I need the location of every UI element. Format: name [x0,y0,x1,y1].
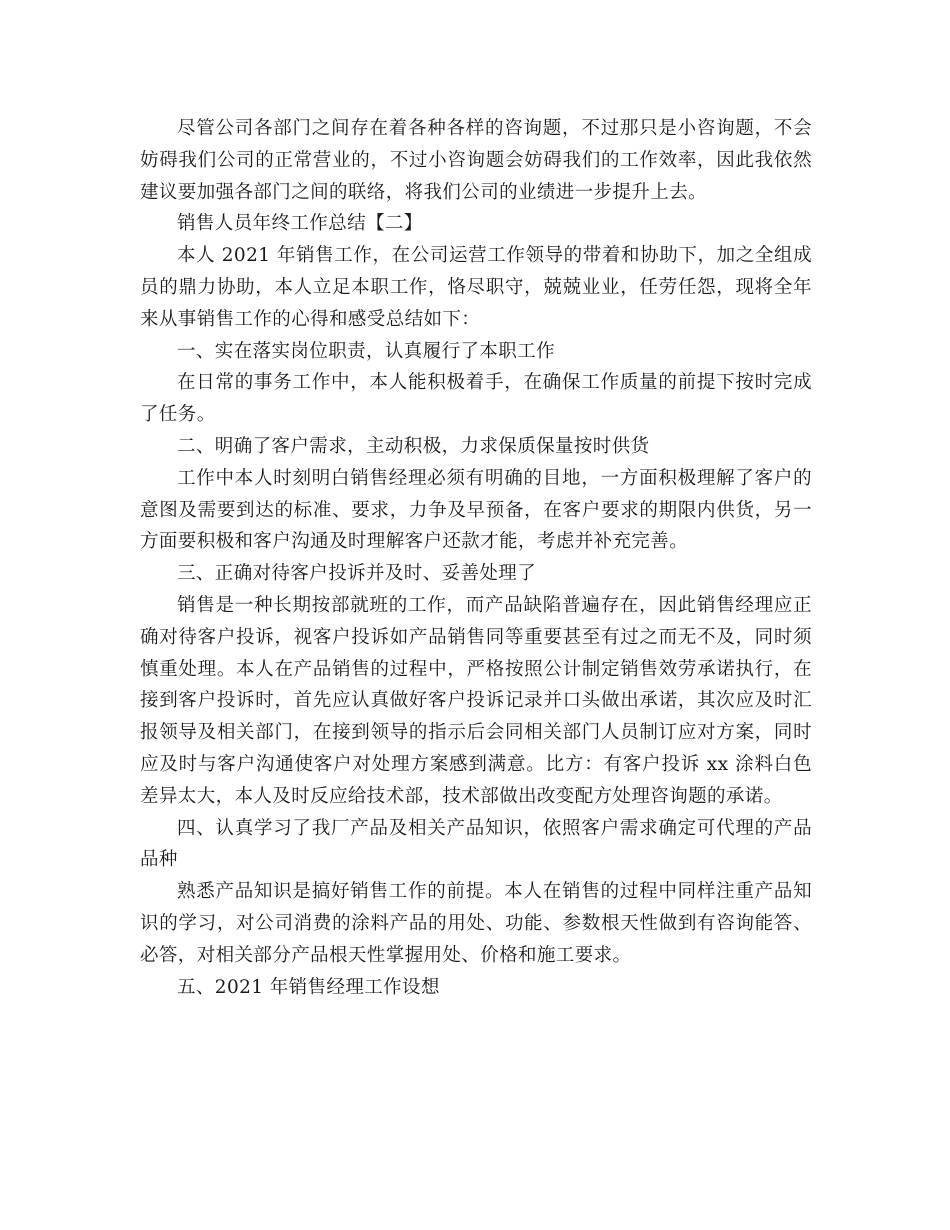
heading-4: 四、认真学习了我厂产品及相关产品知识，依照客户需求确定可代理的产品品种 [140,817,812,871]
paragraph-3: 销售是一种长期按部就班的工作，而产品缺陷普遍存在，因此销售经理应正确对待客户投诉，视客户投诉如产品销售同等重要甚至有过之而无不及，同时须慎重处理。本人在产品销售的过程中，严格按照公计制定销售效劳承诺执行，在接到客户投诉时，首先应认真做好客户投诉记录并口头做出承诺，其次应及时汇报领导及相关部门，在接到领导的指示后会同相关部门人员制订应对方案，同时应及时与客户沟通使客户对处理方案感到满意。比方：有客户投诉 xx 涂料白色差异太大，本人及时反应给技术部，技术部做出改变配方处理咨询题的承诺。 [140,594,812,807]
section-title: 销售人员年终工作总结【二】 [177,213,423,235]
document-page [140,113,812,1003]
heading-1: 一、实在落实岗位职责，认真履行了本职工作 [177,340,556,362]
paragraph-4: 熟悉产品知识是搞好销售工作的前提。本人在销售的过程中同样注重产品知识的学习，对公司消费的涂料产品的用处、功能、参数根天性做到有咨询能答、必答，对相关部分产品根天性掌握用处、价格和施工要求。 [140,881,812,966]
paragraph-intro: 尽管公司各部门之间存在着各种各样的咨询题，不过那只是小咨询题，不会妨碍我们公司的正常营业的，不过小咨询题会妨碍我们的工作效率，因此我依然建议要加强各部门之间的联络，将我们公司的业绩进一步提升上去。 [140,118,812,203]
paragraph-summary-opening: 本人 2021 年销售工作，在公司运营工作领导的带着和协助下，加之全组成员的鼎力协助，本人立足本职工作，恪尽职守，兢兢业业，任劳任怨，现将全年来从事销售工作的心得和感受总结如下： [140,245,812,330]
heading-3: 三、正确对待客户投诉并及时、妥善处理了 [177,563,537,585]
heading-5: 五、2021 年销售经理工作设想 [177,976,440,998]
heading-2: 二、明确了客户需求，主动积极，力求保质保量按时供货 [177,435,650,457]
paragraph-1: 在日常的事务工作中，本人能积极着手，在确保工作质量的前提下按时完成了任务。 [140,372,812,426]
paragraph-2: 工作中本人时刻明白销售经理必须有明确的目地，一方面积极理解了客户的意图及需要到达的标准、要求，力争及早预备，在客户要求的期限内供货，另一方面要积极和客户沟通及时理解客户还款才能，考虑并补充完善。 [140,467,812,553]
